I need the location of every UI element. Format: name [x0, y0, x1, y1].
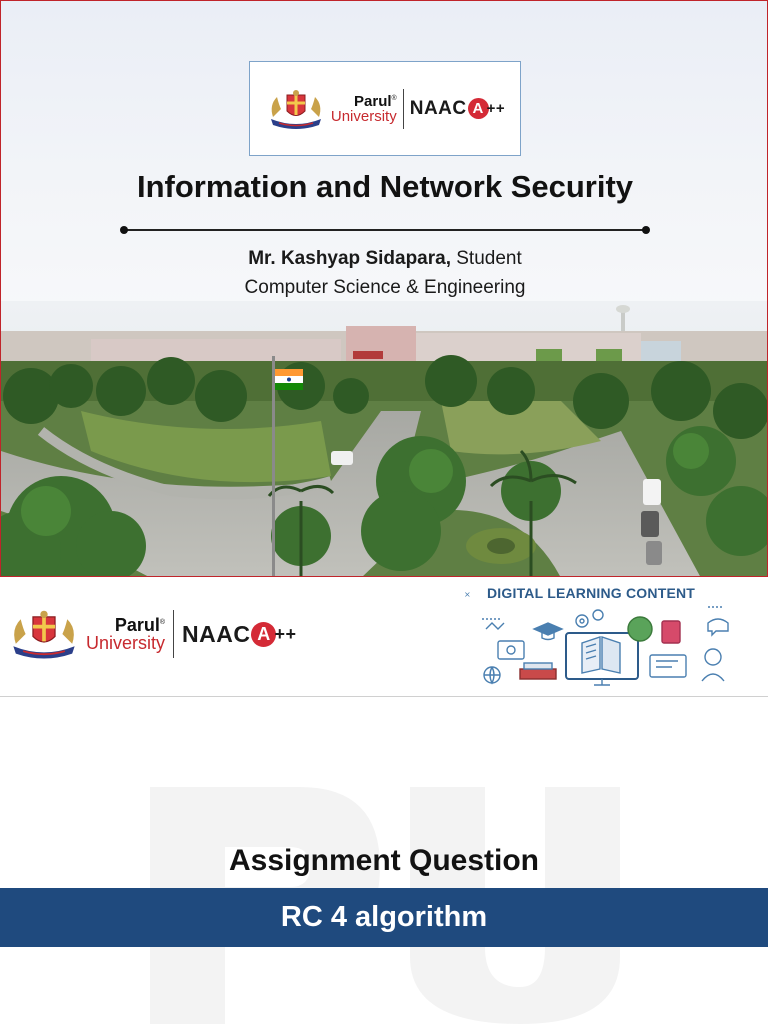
- naac-grade-plus: ++: [274, 623, 297, 644]
- parul-text: Parul: [114, 615, 160, 635]
- divider-dot-left: [120, 226, 128, 234]
- university-text: University: [86, 633, 166, 653]
- author-name: Mr. Kashyap Sidapara,: [248, 248, 451, 269]
- university-crest-icon: [265, 87, 327, 131]
- naac-badge: [410, 98, 505, 120]
- university-text: University: [330, 107, 397, 125]
- topic-band: [0, 888, 768, 947]
- naac-badge: [182, 621, 296, 648]
- digital-learning-illustration-icon: [462, 585, 762, 697]
- assignment-slide: [0, 577, 768, 1024]
- department-line: Computer Science & Engineering: [244, 277, 526, 298]
- campus-aerial-photo: [1, 301, 768, 577]
- university-logo: [265, 87, 505, 131]
- university-wordmark: [331, 94, 397, 124]
- registered-mark: ®: [391, 94, 397, 102]
- assignment-heading: Assignment Question: [228, 844, 540, 877]
- naac-grade-letter: A: [251, 622, 276, 647]
- slide-header: [0, 577, 768, 697]
- naac-grade-letter: A: [468, 98, 489, 119]
- course-title: Information and Network Security: [136, 169, 634, 204]
- digital-learning-banner: [462, 585, 762, 697]
- university-logo-box: [249, 61, 521, 156]
- topic-title: RC 4 algorithm: [280, 901, 488, 933]
- author-role: Student: [450, 248, 522, 269]
- university-crest-icon: [6, 607, 82, 661]
- naac-grade-plus: ++: [486, 100, 506, 117]
- digital-learning-title: DIGITAL LEARNING CONTENT: [487, 585, 696, 601]
- title-divider: [123, 229, 647, 231]
- parul-text: Parul: [354, 92, 392, 110]
- logo-separator: [173, 610, 174, 658]
- svg-text:×: ×: [464, 590, 471, 599]
- author-line: [1, 248, 768, 270]
- logo-separator: [403, 89, 404, 129]
- university-logo-header: [6, 607, 297, 661]
- university-wordmark: [86, 616, 165, 652]
- naac-text: NAAC: [182, 620, 251, 647]
- divider-dot-right: [642, 226, 650, 234]
- registered-mark: ®: [159, 619, 166, 626]
- naac-text: NAAC: [409, 97, 467, 119]
